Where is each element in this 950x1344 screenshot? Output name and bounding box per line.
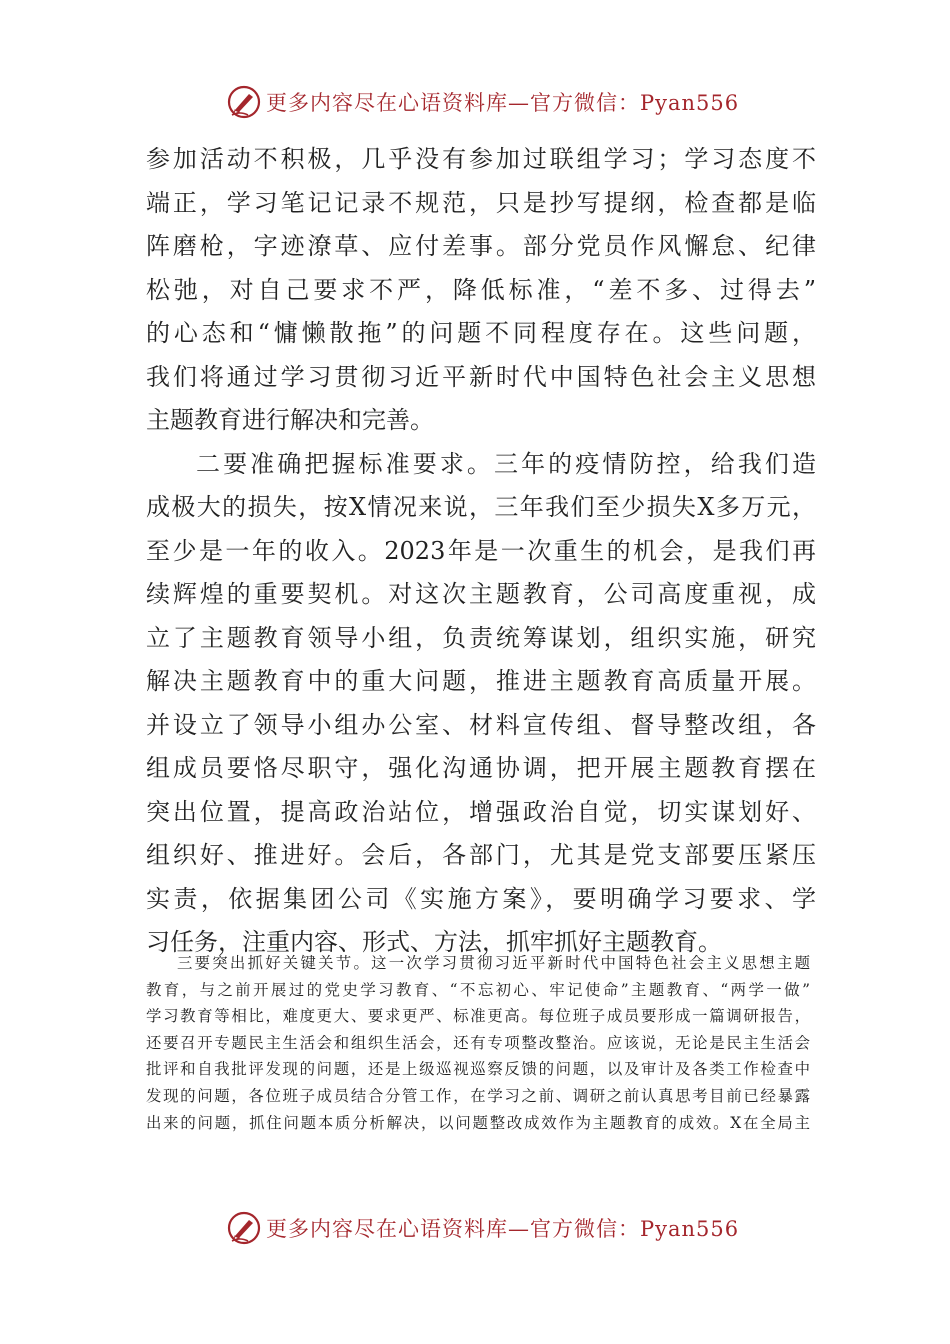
text-line: 的心态和“慵懒散拖”的问题不同程度存在。这些问题， xyxy=(146,319,816,347)
text-line: 我们将通过学习贯彻习近平新时代中国特色社会主义思想 xyxy=(146,362,816,391)
small-text-line: 出来的问题，抓住问题本质分析解决，以问题整改成效作为主题教育的成效。X在全局主 xyxy=(146,1113,810,1132)
small-text-line: 教育，与之前开展过的党史学习教育、“不忘初心、牢记使命”主题教育、“两学一做” xyxy=(146,980,810,999)
small-text-block xyxy=(146,950,810,1136)
text-line: 松弛，对自己要求不严，降低标准，“差不多、过得去” xyxy=(146,275,816,304)
watermark-text: 更多内容尽在心语资料库—官方微信：Pyan556 xyxy=(266,91,740,115)
small-text-line: 学习教育等相比，难度更大、要求更严、标准更高。每位班子成员要形成一篇调研报告， xyxy=(146,1007,810,1026)
body-text xyxy=(146,138,816,965)
pen-circle-logo-icon xyxy=(226,1210,262,1246)
small-text-line: 批评和自我批评发现的问题，还是上级巡视巡察反馈的问题，以及审计及各类工作检查中 xyxy=(146,1060,810,1079)
text-line: 解决主题教育中的重大问题，推进主题教育高质量开展。 xyxy=(146,667,816,695)
text-line: 突出位置，提高政治站位，增强政治自觉，切实谋划好、 xyxy=(146,797,816,826)
text-line: 参加活动不积极，几乎没有参加过联组学习；学习态度不 xyxy=(146,145,816,173)
text-line: 续辉煌的重要契机。对这次主题教育，公司高度重视，成 xyxy=(146,580,816,608)
text-line: 端正，学习笔记记录不规范，只是抄写提纲，检查都是临 xyxy=(146,188,816,217)
small-text-line: 发现的问题，各位班子成员结合分管工作，在学习之前、调研之前认真思考目前已经暴露 xyxy=(146,1086,810,1105)
text-line: 习任务，注重内容、形式、方法，抓牢抓好主题教育。 xyxy=(146,928,722,956)
text-line: 并设立了领导小组办公室、材料宣传组、督导整改组，各 xyxy=(146,710,816,739)
text-line: 组织好、推进好。会后，各部门，尤其是党支部要压紧压 xyxy=(146,841,816,869)
text-line: 成极大的损失，按X情况来说，三年我们至少损失X多万元， xyxy=(146,493,816,521)
text-line: 立了主题教育领导小组，负责统筹谋划，组织实施，研究 xyxy=(146,623,816,652)
pen-circle-logo-icon xyxy=(226,84,262,120)
watermark-banner-inner xyxy=(226,1208,739,1248)
text-line: 主题教育进行解决和完善。 xyxy=(146,406,434,434)
watermark-banner-top xyxy=(0,82,950,122)
text-line: 组成员要恪尽职守，强化沟通协调，把开展主题教育摆在 xyxy=(146,754,816,782)
small-text-line: 还要召开专题民主生活会和组织生活会，还有专项整改整治。应该说，无论是民主生活会 xyxy=(146,1033,810,1052)
paragraph-first-line: 二要准确把握标准要求。三年的疫情防控，给我们造 xyxy=(196,449,816,478)
text-line: 实责，依据集团公司《实施方案》，要明确学习要求、学 xyxy=(146,884,816,913)
watermark-text: 更多内容尽在心语资料库—官方微信：Pyan556 xyxy=(266,1217,740,1241)
text-line: 阵磨枪，字迹潦草、应付差事。部分党员作风懈怠、纪律 xyxy=(146,232,816,260)
small-paragraph-first-line: 三要突出抓好关键关节。这一次学习贯彻习近平新时代中国特色社会主义思想主题 xyxy=(177,954,810,972)
watermark-banner-inner xyxy=(226,82,739,122)
watermark-banner-bottom xyxy=(0,1208,950,1248)
text-line: 至少是一年的收入。2023年是一次重生的机会，是我们再 xyxy=(146,536,816,565)
